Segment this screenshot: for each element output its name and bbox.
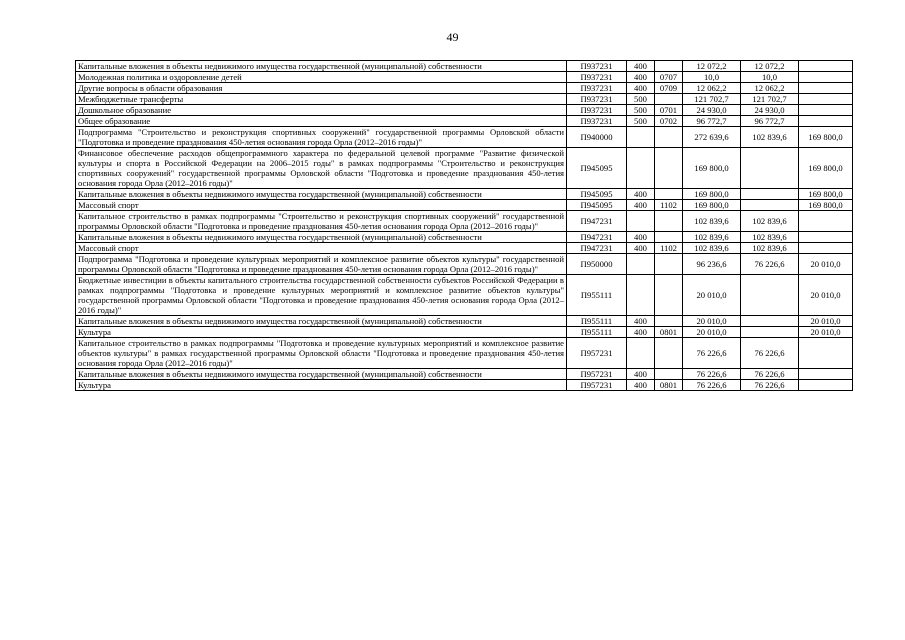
row-name-cell: Подпрограмма "Строительство и реконструкция спортивных сооружений" государственной программы Орловской области "Подготовка и проведение празднования 450-летия основания города Орла (2012–2016 годы)" bbox=[76, 127, 567, 148]
total-amount-cell: 102 839,6 bbox=[683, 211, 741, 232]
federal-amount-cell: 169 800,0 bbox=[799, 200, 853, 211]
total-amount-cell: 10,0 bbox=[683, 72, 741, 83]
table-row bbox=[76, 61, 853, 72]
section-code-cell bbox=[655, 189, 683, 200]
section-code-cell: 1102 bbox=[655, 200, 683, 211]
row-name-cell: Капитальные вложения в объекты недвижимого имущества государственной (муниципальной) собственности bbox=[76, 232, 567, 243]
expense-type-cell: 400 bbox=[627, 316, 655, 327]
federal-amount-cell bbox=[799, 72, 853, 83]
table-row bbox=[76, 327, 853, 338]
target-article-code-cell: П957231 bbox=[567, 338, 627, 369]
expense-type-cell bbox=[627, 254, 655, 275]
total-amount-cell: 20 010,0 bbox=[683, 316, 741, 327]
row-name-cell: Культура bbox=[76, 327, 567, 338]
expense-type-cell: 400 bbox=[627, 61, 655, 72]
target-article-code-cell: П945095 bbox=[567, 189, 627, 200]
target-article-code-cell: П955111 bbox=[567, 327, 627, 338]
regional-amount-cell: 96 772,7 bbox=[741, 116, 799, 127]
target-article-code-cell: П937231 bbox=[567, 105, 627, 116]
federal-amount-cell bbox=[799, 83, 853, 94]
total-amount-cell: 96 772,7 bbox=[683, 116, 741, 127]
row-name-cell: Капитальные вложения в объекты недвижимого имущества государственной (муниципальной) собственности bbox=[76, 316, 567, 327]
total-amount-cell: 102 839,6 bbox=[683, 232, 741, 243]
expense-type-cell: 400 bbox=[627, 232, 655, 243]
total-amount-cell: 76 226,6 bbox=[683, 380, 741, 391]
section-code-cell bbox=[655, 338, 683, 369]
table-row bbox=[76, 72, 853, 83]
row-name-cell: Бюджетные инвестиции в объекты капитального строительства государственной собственности субъектов Российской Федерации в рамках подпрограммы "Подготовка и проведение культурных мероприятий и комплексное развитие объектов культуры" государственной программы Орловской области "Подготовка и проведение празднования 450-летия основания города Орла (2012–2016 годы)" bbox=[76, 275, 567, 316]
total-amount-cell: 169 800,0 bbox=[683, 189, 741, 200]
table-row bbox=[76, 243, 853, 254]
regional-amount-cell bbox=[741, 189, 799, 200]
table-body bbox=[76, 61, 853, 391]
regional-amount-cell: 102 839,6 bbox=[741, 127, 799, 148]
table-row bbox=[76, 200, 853, 211]
federal-amount-cell: 20 010,0 bbox=[799, 275, 853, 316]
regional-amount-cell: 12 072,2 bbox=[741, 61, 799, 72]
federal-amount-cell: 20 010,0 bbox=[799, 327, 853, 338]
row-name-cell: Культура bbox=[76, 380, 567, 391]
table-row bbox=[76, 275, 853, 316]
table-row bbox=[76, 338, 853, 369]
regional-amount-cell: 102 839,6 bbox=[741, 243, 799, 254]
regional-amount-cell: 76 226,6 bbox=[741, 380, 799, 391]
section-code-cell bbox=[655, 369, 683, 380]
table-row bbox=[76, 211, 853, 232]
regional-amount-cell: 12 062,2 bbox=[741, 83, 799, 94]
row-name-cell: Общее образование bbox=[76, 116, 567, 127]
section-code-cell: 1102 bbox=[655, 243, 683, 254]
section-code-cell: 0709 bbox=[655, 83, 683, 94]
federal-amount-cell bbox=[799, 380, 853, 391]
expense-type-cell bbox=[627, 148, 655, 189]
table-row bbox=[76, 148, 853, 189]
total-amount-cell: 76 226,6 bbox=[683, 369, 741, 380]
federal-amount-cell: 169 800,0 bbox=[799, 148, 853, 189]
budget-table bbox=[75, 60, 853, 391]
expense-type-cell: 400 bbox=[627, 380, 655, 391]
target-article-code-cell: П957231 bbox=[567, 380, 627, 391]
regional-amount-cell: 121 702,7 bbox=[741, 94, 799, 105]
section-code-cell bbox=[655, 316, 683, 327]
table-row bbox=[76, 232, 853, 243]
regional-amount-cell: 76 226,6 bbox=[741, 369, 799, 380]
regional-amount-cell: 24 930,0 bbox=[741, 105, 799, 116]
target-article-code-cell: П937231 bbox=[567, 61, 627, 72]
federal-amount-cell bbox=[799, 232, 853, 243]
table-row bbox=[76, 83, 853, 94]
section-code-cell bbox=[655, 275, 683, 316]
federal-amount-cell bbox=[799, 116, 853, 127]
total-amount-cell: 272 639,6 bbox=[683, 127, 741, 148]
expense-type-cell bbox=[627, 127, 655, 148]
section-code-cell bbox=[655, 232, 683, 243]
target-article-code-cell: П957231 bbox=[567, 369, 627, 380]
target-article-code-cell: П950000 bbox=[567, 254, 627, 275]
section-code-cell bbox=[655, 211, 683, 232]
total-amount-cell: 102 839,6 bbox=[683, 243, 741, 254]
row-name-cell: Капитальные вложения в объекты недвижимого имущества государственной (муниципальной) собственности bbox=[76, 369, 567, 380]
target-article-code-cell: П947231 bbox=[567, 232, 627, 243]
table-row bbox=[76, 254, 853, 275]
expense-type-cell: 500 bbox=[627, 105, 655, 116]
table-row bbox=[76, 189, 853, 200]
expense-type-cell: 400 bbox=[627, 200, 655, 211]
table-row bbox=[76, 116, 853, 127]
table-row bbox=[76, 380, 853, 391]
row-name-cell: Другие вопросы в области образования bbox=[76, 83, 567, 94]
section-code-cell: 0701 bbox=[655, 105, 683, 116]
table-row bbox=[76, 369, 853, 380]
target-article-code-cell: П937231 bbox=[567, 83, 627, 94]
total-amount-cell: 12 062,2 bbox=[683, 83, 741, 94]
total-amount-cell: 12 072,2 bbox=[683, 61, 741, 72]
expense-type-cell bbox=[627, 338, 655, 369]
federal-amount-cell bbox=[799, 369, 853, 380]
total-amount-cell: 20 010,0 bbox=[683, 275, 741, 316]
regional-amount-cell: 102 839,6 bbox=[741, 232, 799, 243]
expense-type-cell: 400 bbox=[627, 327, 655, 338]
regional-amount-cell bbox=[741, 148, 799, 189]
row-name-cell: Подпрограмма "Подготовка и проведение культурных мероприятий и комплексное развитие объектов культуры" государственной программы Орловской области "Подготовка и проведение празднования 450-летия основания города Орла (2012–2016 годы)" bbox=[76, 254, 567, 275]
row-name-cell: Молодежная политика и оздоровление детей bbox=[76, 72, 567, 83]
target-article-code-cell: П947231 bbox=[567, 211, 627, 232]
total-amount-cell: 121 702,7 bbox=[683, 94, 741, 105]
table-row bbox=[76, 127, 853, 148]
expense-type-cell: 400 bbox=[627, 83, 655, 94]
section-code-cell: 0702 bbox=[655, 116, 683, 127]
regional-amount-cell: 76 226,6 bbox=[741, 338, 799, 369]
table-row bbox=[76, 94, 853, 105]
target-article-code-cell: П937231 bbox=[567, 116, 627, 127]
expense-type-cell bbox=[627, 275, 655, 316]
target-article-code-cell: П937231 bbox=[567, 94, 627, 105]
regional-amount-cell: 76 226,6 bbox=[741, 254, 799, 275]
expense-type-cell: 400 bbox=[627, 369, 655, 380]
row-name-cell: Дошкольное образование bbox=[76, 105, 567, 116]
federal-amount-cell bbox=[799, 61, 853, 72]
federal-amount-cell bbox=[799, 211, 853, 232]
section-code-cell bbox=[655, 61, 683, 72]
row-name-cell: Капитальное строительство в рамках подпрограммы "Строительство и реконструкция спортивных сооружений" государственной программы Орловской области "Подготовка и проведение празднования 450-летия основания города Орла (2012–2016 годы)" bbox=[76, 211, 567, 232]
section-code-cell: 0801 bbox=[655, 380, 683, 391]
regional-amount-cell bbox=[741, 275, 799, 316]
regional-amount-cell: 102 839,6 bbox=[741, 211, 799, 232]
target-article-code-cell: П945095 bbox=[567, 200, 627, 211]
section-code-cell bbox=[655, 127, 683, 148]
federal-amount-cell: 169 800,0 bbox=[799, 127, 853, 148]
row-name-cell: Капитальное строительство в рамках подпрограммы "Подготовка и проведение культурных мероприятий и комплексное развитие объектов культуры" в рамках государственной программы Орловской области "Подготовка и проведение празднования 450-летия основания города Орла (2012–2016 годы)" bbox=[76, 338, 567, 369]
row-name-cell: Капитальные вложения в объекты недвижимого имущества государственной (муниципальной) собственности bbox=[76, 61, 567, 72]
expense-type-cell: 500 bbox=[627, 94, 655, 105]
target-article-code-cell: П955111 bbox=[567, 316, 627, 327]
total-amount-cell: 20 010,0 bbox=[683, 327, 741, 338]
section-code-cell bbox=[655, 94, 683, 105]
expense-type-cell: 400 bbox=[627, 189, 655, 200]
expense-type-cell: 400 bbox=[627, 243, 655, 254]
federal-amount-cell: 20 010,0 bbox=[799, 254, 853, 275]
target-article-code-cell: П955111 bbox=[567, 275, 627, 316]
section-code-cell: 0707 bbox=[655, 72, 683, 83]
total-amount-cell: 169 800,0 bbox=[683, 200, 741, 211]
row-name-cell: Массовый спорт bbox=[76, 200, 567, 211]
row-name-cell: Финансовое обеспечение расходов общепрограммного характера по федеральной целевой программе "Развитие физической культуры и спорта в Российской Федерации на 2006–2015 годы" в рамках подпрограммы "Строительство и реконструкция спортивных сооружений" государственной программы Орловской области "Подготовка и проведение празднования 450-летия основания города Орла (2012–2016 годы)" bbox=[76, 148, 567, 189]
page-number: 49 bbox=[446, 30, 459, 44]
section-code-cell bbox=[655, 148, 683, 189]
section-code-cell: 0801 bbox=[655, 327, 683, 338]
expense-type-cell: 400 bbox=[627, 72, 655, 83]
federal-amount-cell: 20 010,0 bbox=[799, 316, 853, 327]
total-amount-cell: 24 930,0 bbox=[683, 105, 741, 116]
regional-amount-cell bbox=[741, 316, 799, 327]
target-article-code-cell: П937231 bbox=[567, 72, 627, 83]
total-amount-cell: 76 226,6 bbox=[683, 338, 741, 369]
target-article-code-cell: П947231 bbox=[567, 243, 627, 254]
table-row bbox=[76, 316, 853, 327]
federal-amount-cell bbox=[799, 105, 853, 116]
regional-amount-cell: 10,0 bbox=[741, 72, 799, 83]
table-row bbox=[76, 105, 853, 116]
federal-amount-cell bbox=[799, 94, 853, 105]
row-name-cell: Капитальные вложения в объекты недвижимого имущества государственной (муниципальной) собственности bbox=[76, 189, 567, 200]
total-amount-cell: 169 800,0 bbox=[683, 148, 741, 189]
target-article-code-cell: П940000 bbox=[567, 127, 627, 148]
target-article-code-cell: П945095 bbox=[567, 148, 627, 189]
section-code-cell bbox=[655, 254, 683, 275]
federal-amount-cell bbox=[799, 338, 853, 369]
federal-amount-cell: 169 800,0 bbox=[799, 189, 853, 200]
row-name-cell: Межбюджетные трансферты bbox=[76, 94, 567, 105]
expense-type-cell bbox=[627, 211, 655, 232]
regional-amount-cell bbox=[741, 200, 799, 211]
regional-amount-cell bbox=[741, 327, 799, 338]
federal-amount-cell bbox=[799, 243, 853, 254]
total-amount-cell: 96 236,6 bbox=[683, 254, 741, 275]
expense-type-cell: 500 bbox=[627, 116, 655, 127]
row-name-cell: Массовый спорт bbox=[76, 243, 567, 254]
